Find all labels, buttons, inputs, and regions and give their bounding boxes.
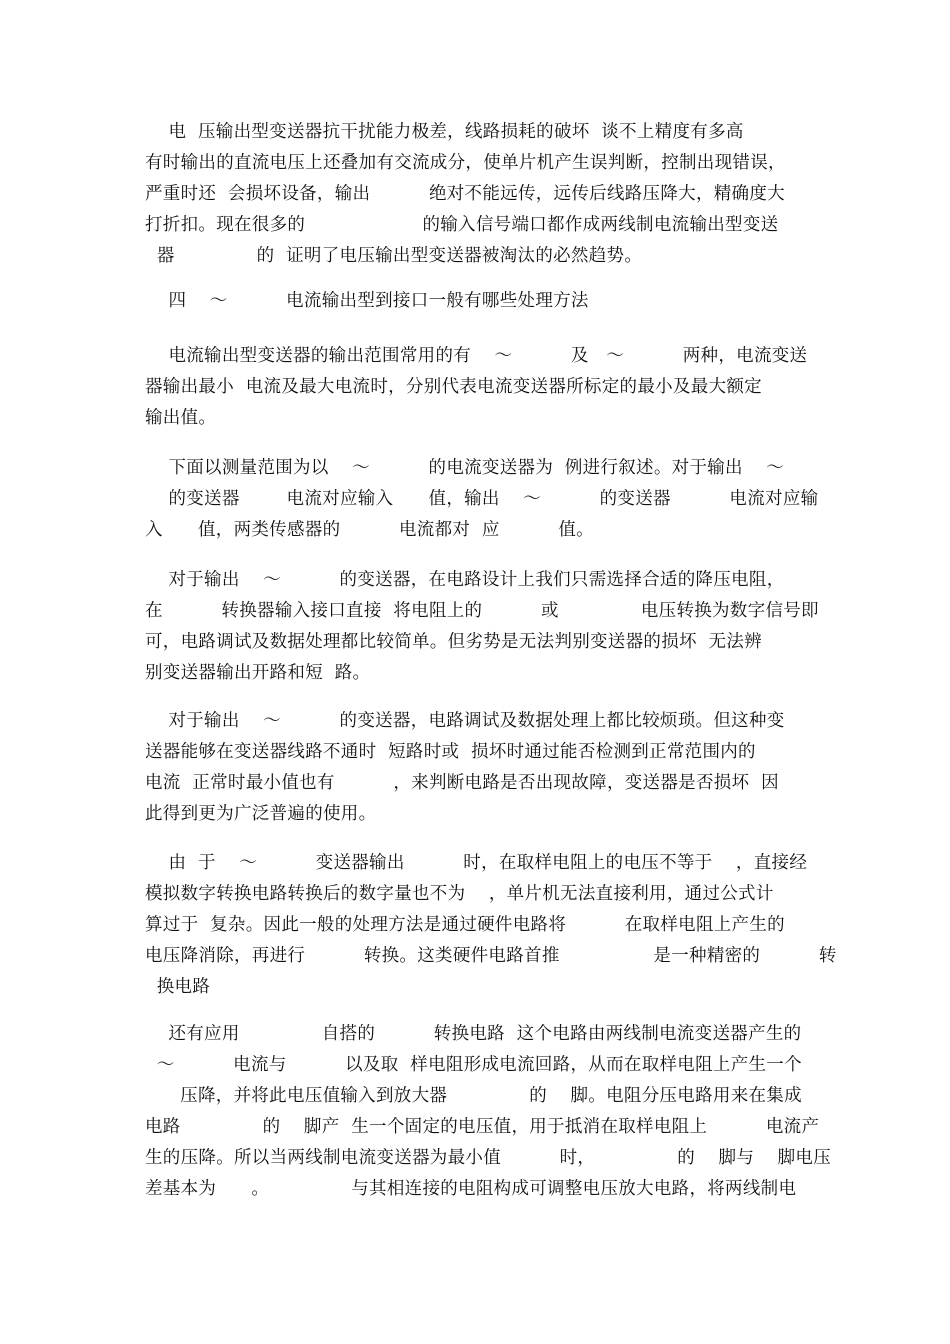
text-line: 电路 的 脚产 生一个固定的电压值，用于抵消在取样电阻上 电流产 bbox=[145, 1117, 820, 1137]
text-line: 打折扣。现在很多的 的输入信号端口都作成两线制电流输出型变送 bbox=[145, 215, 779, 235]
text-line: 此得到更为广泛普遍的使用。 bbox=[145, 804, 377, 824]
text-line: 在 转换器输入接口直接 将电阻上的 或 电压转换为数字信号即 bbox=[145, 601, 819, 621]
text-line: 电流 正常时最小值也有 ，来判断电路是否出现故障，变送器是否损坏 因 bbox=[145, 773, 779, 793]
paragraph-four-to-twenty bbox=[145, 706, 815, 830]
text-line: 生的压降。所以当两线制电流变送器为最小值 时， 的 脚与 脚电压 bbox=[145, 1148, 832, 1168]
text-line: 入 值，两类传感器的 电流都对 应 值。 bbox=[145, 520, 594, 540]
text-line: 可，电路调试及数据处理都比较简单。但劣势是无法判别变送器的损坏 无法辨 bbox=[145, 632, 762, 652]
text-line: 有时输出的直流电压上还叠加有交流成分，使单片机产生误判断，控制出现错误， bbox=[145, 153, 786, 173]
text-line: 差基本为 。 与其相连接的电阻构成可调整电压放大电路，将两线制电 bbox=[145, 1179, 797, 1199]
paragraph-current-output-range bbox=[145, 341, 815, 434]
text-line: 由 于 ～ 变送器输出 时，在取样电阻上的电压不等于 ，直接经 bbox=[145, 853, 808, 873]
paragraph-self-built-circuit bbox=[145, 1019, 832, 1205]
text-line: 压降，并将此电压值输入到放大器 的 脚。电阻分压电路用来在集成 bbox=[145, 1086, 802, 1106]
section-heading-four bbox=[145, 286, 815, 317]
paragraph-measurement-example bbox=[145, 453, 819, 546]
text-line: 送器能够在变送器线路不通时 短路时或 损坏时通过能否检测到正常范围内的 bbox=[145, 742, 756, 762]
paragraph-offset-handling bbox=[145, 848, 837, 1003]
text-line: 下面以测量范围为以 ～ 的电流变送器为 例进行叙述。对于输出 ～ bbox=[145, 458, 785, 478]
text-line: ～ 电流与 以及取 样电阻形成电流回路，从而在取样电阻上产生一个 bbox=[145, 1055, 802, 1075]
text-line: 算过于 复杂。因此一般的处理方法是通过硬件电路将 在取样电阻上产生的 bbox=[145, 915, 785, 935]
text-line: 器 的 证明了电压输出型变送器被淘汰的必然趋势。 bbox=[145, 246, 643, 266]
text-line: 换电路 bbox=[145, 977, 211, 997]
text-line: 模拟数字转换电路转换后的数字量也不为 ，单片机无法直接利用，通过公式计 bbox=[145, 884, 774, 904]
text-line: 对于输出 ～ 的变送器，电路调试及数据处理上都比较烦琐。但这种变 bbox=[145, 711, 785, 731]
paragraph-voltage-output-drawbacks bbox=[145, 117, 815, 272]
section-heading: 四 ～ 电流输出型到接口一般有哪些处理方法 bbox=[145, 291, 589, 311]
text-line: 电 压输出型变送器抗干扰能力极差，线路损耗的破坏 谈不上精度有多高 bbox=[145, 122, 744, 142]
text-line: 电流输出型变送器的输出范围常用的有 ～ 及 ～ 两种，电流变送 bbox=[145, 346, 808, 366]
text-line: 对于输出 ～ 的变送器，在电路设计上我们只需选择合适的降压电阻， bbox=[145, 570, 785, 590]
text-line: 器输出最小 电流及最大电流时，分别代表电流变送器所标定的最小及最大额定 bbox=[145, 377, 762, 397]
text-line: 还有应用 自搭的 转换电路 这个电路由两线制电流变送器产生的 bbox=[145, 1024, 802, 1044]
text-line: 电压降消除，再进行 转换。这类硬件电路首推 是一种精密的 转 bbox=[145, 946, 837, 966]
paragraph-zero-to-twenty bbox=[145, 565, 819, 689]
text-line: 输出值。 bbox=[145, 408, 217, 428]
text-line: 别变送器输出开路和短 路。 bbox=[145, 663, 371, 683]
text-line: 严重时还 会损坏设备，输出 绝对不能远传，远传后线路压降大，精确度大 bbox=[145, 184, 785, 204]
text-line: 的变送器 电流对应输入 值，输出 ～ 的变送器 电流对应输 bbox=[145, 489, 819, 509]
